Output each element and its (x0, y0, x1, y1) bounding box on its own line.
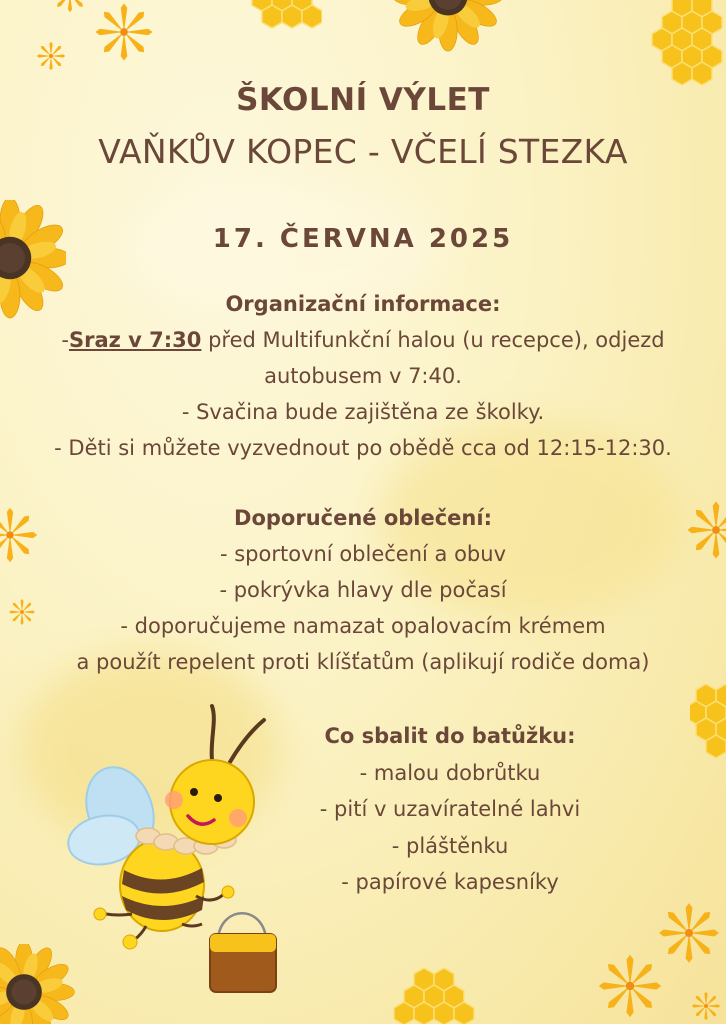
organization-line-1-rest: před Multifunkční halou (u recepce), odjezd (201, 328, 665, 352)
list-item: a použít repelent proti klíšťatům (aplikují rodiče doma) (76, 650, 650, 674)
packing-heading: Co sbalit do batůžku: (324, 724, 576, 748)
organization-line-2: autobusem v 7:40. (264, 364, 462, 388)
list-item: - pláštěnku (391, 833, 509, 858)
list-item: - sportovní oblečení a obuv (219, 542, 506, 566)
packing-section (290, 718, 610, 901)
trip-date: 17. ČERVNA 2025 (212, 224, 514, 254)
organization-section (0, 286, 726, 466)
sunflower-icon (382, 0, 516, 60)
organization-line-1 (0, 322, 726, 358)
honeycomb-icon (248, 0, 322, 32)
page-title: ŠKOLNÍ VÝLET (236, 82, 490, 118)
flower-icon (6, 596, 38, 628)
clothing-heading: Doporučené oblečení: (234, 506, 492, 530)
list-item: - doporučujeme namazat opalovacím krémem (120, 614, 606, 638)
flower-icon (40, 0, 100, 16)
honeycomb-icon (690, 684, 726, 764)
list-item: - papírové kapesníky (341, 870, 559, 894)
list-item: - pokrývka hlavy dle počasí (219, 578, 507, 602)
page-subtitle: VAŇKŮV KOPEC - VČELÍ STEZKA (98, 132, 628, 171)
flower-icon (0, 505, 40, 565)
flower-icon (686, 498, 726, 564)
flower-icon (34, 40, 68, 72)
list-item: - malou dobrůtku (359, 760, 541, 785)
meeting-time: Sraz v 7:30 (68, 328, 202, 352)
flower-icon (596, 952, 664, 1020)
sunflower-icon (0, 200, 66, 320)
honeycomb-icon (646, 0, 726, 92)
list-item: - pití v uzavíratelné lahvi (319, 797, 581, 821)
bee-illustration (62, 700, 292, 1000)
organization-line-4: - Děti si můžete vyzvednout po obědě cca od 12:15-12:30. (54, 436, 672, 460)
clothing-section (0, 500, 726, 680)
organization-line-3: - Svačina bude zajištěna ze školky. (181, 400, 545, 424)
organization-heading: Organizační informace: (225, 292, 501, 316)
flower-icon (688, 990, 726, 1024)
flower-icon (656, 900, 722, 966)
honeycomb-icon (384, 966, 484, 1024)
dash: - (61, 328, 69, 352)
